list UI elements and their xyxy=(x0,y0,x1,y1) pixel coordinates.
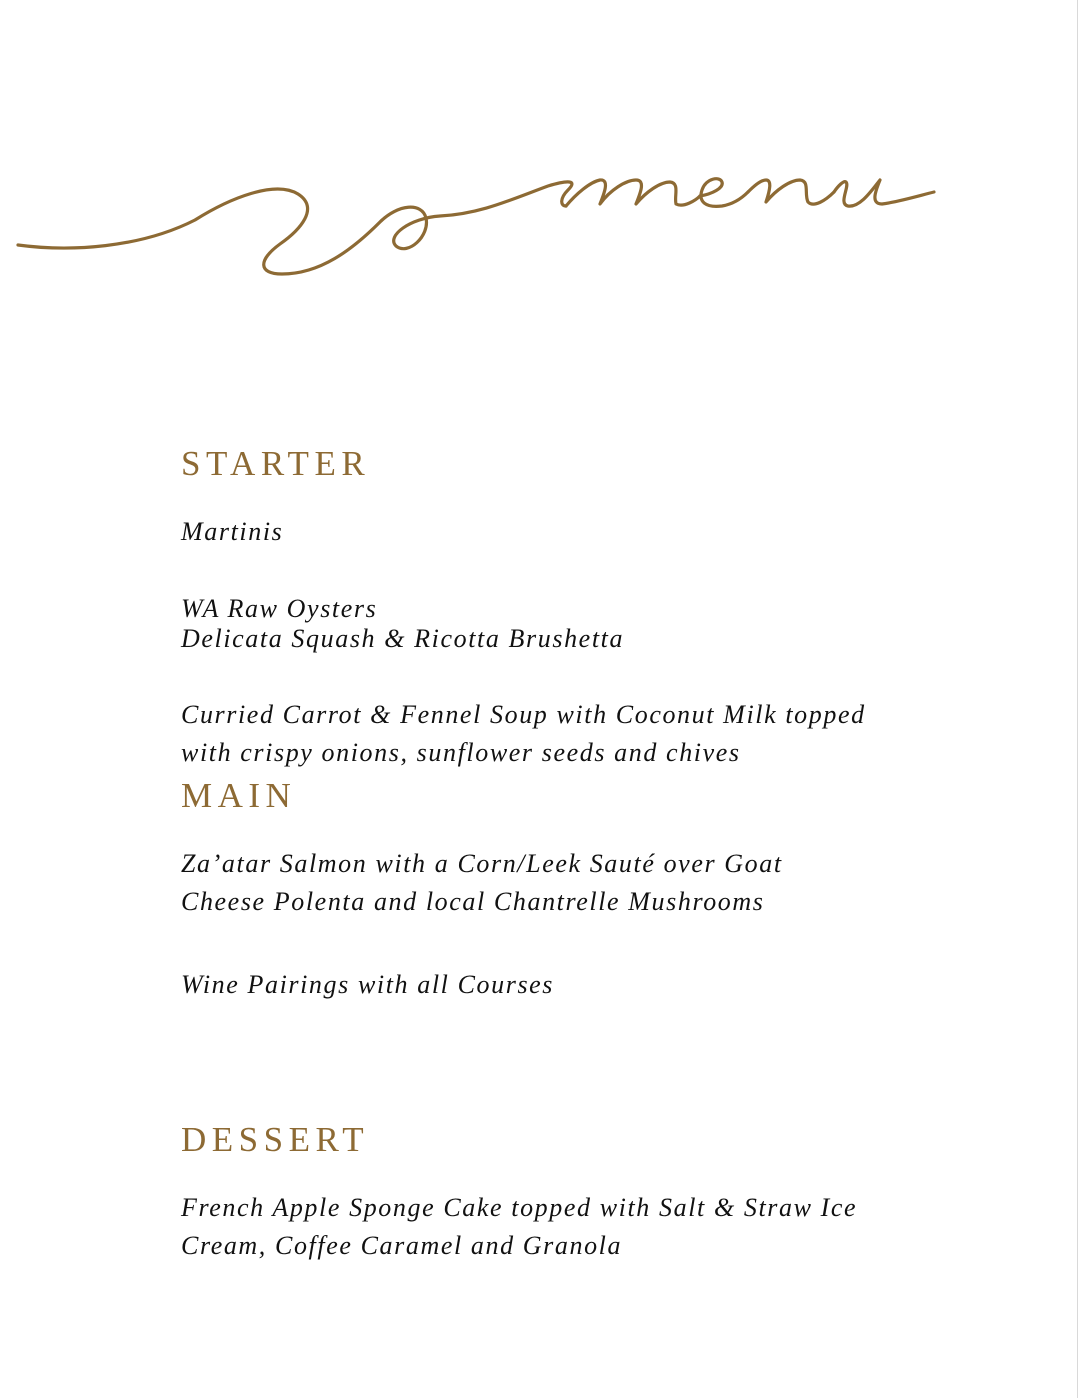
menu-item-line: Delicata Squash & Ricotta Brushetta xyxy=(181,624,625,653)
menu-item-wine-pairings xyxy=(181,966,554,1004)
menu-item-apple-cake xyxy=(181,1189,857,1265)
menu-item-text: Martinis xyxy=(181,517,284,546)
starter-heading-text: STARTER xyxy=(181,444,371,483)
menu-item-line: French Apple Sponge Cake topped with Salt & Straw Ice xyxy=(181,1193,858,1222)
menu-item-line: with crispy onions, sunflower seeds and chives xyxy=(181,738,741,767)
page-edge-divider xyxy=(1077,0,1078,1398)
main-heading-text: MAIN xyxy=(181,776,297,815)
dessert-heading-text: DESSERT xyxy=(181,1120,370,1159)
menu-item-oysters-brushetta xyxy=(181,594,624,654)
menu-item-text: Wine Pairings with all Courses xyxy=(181,970,555,999)
section-heading-starter xyxy=(181,446,370,481)
menu-item-line: Za’atar Salmon with a Corn/Leek Sauté over Goat xyxy=(181,849,783,878)
menu-item-line: WA Raw Oysters xyxy=(181,594,378,623)
menu-item-soup xyxy=(181,696,866,772)
menu-script-logo xyxy=(0,160,960,290)
menu-script-logo-graphic xyxy=(0,160,960,290)
menu-item-line: Cheese Polenta and local Chantrelle Mushrooms xyxy=(181,887,765,916)
section-heading-main xyxy=(181,778,296,813)
menu-item-line: Cream, Coffee Caramel and Granola xyxy=(181,1231,623,1260)
section-heading-dessert xyxy=(181,1122,369,1157)
menu-item-salmon xyxy=(181,845,783,921)
menu-item-line: Curried Carrot & Fennel Soup with Coconut Milk topped xyxy=(181,700,866,729)
menu-item-martinis xyxy=(181,517,283,547)
